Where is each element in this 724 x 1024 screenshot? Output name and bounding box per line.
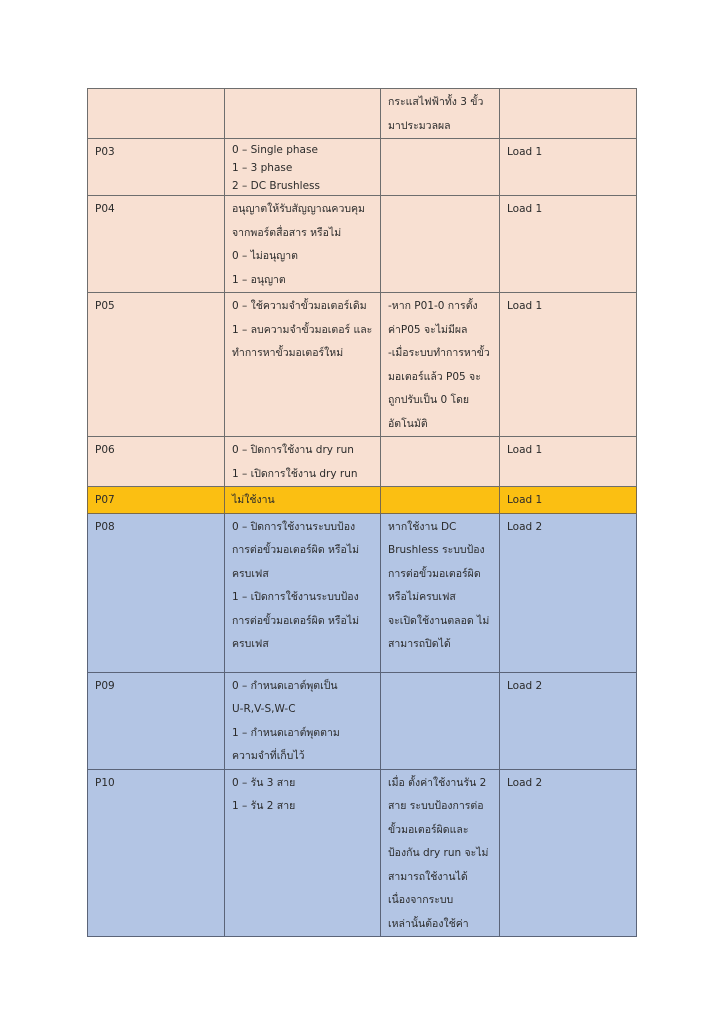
description-line: 0 – กำหนดเอาต์พุตเป็น <box>232 679 338 692</box>
load-cell: Load 1 <box>500 437 637 487</box>
table-row <box>88 672 637 769</box>
description-cell <box>225 487 381 514</box>
load-cell: Load 1 <box>500 139 637 196</box>
note-line: เมื่อ ตั้งค่าใช้งานรัน 2 <box>388 776 487 789</box>
description-line: 1 – เปิดการใช้งานระบบป้อง <box>232 591 359 603</box>
note-line: ค่าP05 จะไม่มีผล <box>388 323 468 336</box>
description-line: 1 – รัน 2 สาย <box>232 800 296 812</box>
parameter-table <box>87 88 637 937</box>
table-row <box>88 437 637 487</box>
description-line: ครบเฟส <box>232 638 269 650</box>
description-line: 1 – เปิดการใช้งาน dry run <box>232 467 358 480</box>
note-line: ถูกปรับเป็น 0 โดย <box>388 394 470 406</box>
table-row <box>88 487 637 514</box>
description-line: ครบเฟส <box>232 567 269 580</box>
parameter-code-cell: P03 <box>88 139 225 196</box>
parameter-code-cell: P06 <box>88 437 225 487</box>
description-cell <box>225 89 381 139</box>
description-line: การต่อขั้วมอเตอร์ผิด หรือไม่ <box>232 544 360 556</box>
description-cell <box>225 139 381 196</box>
note-line: -หาก P01-0 การตั้ง <box>388 300 478 312</box>
description-line: จากพอร์ตสื่อสาร หรือไม่ <box>232 226 342 239</box>
parameter-code-cell <box>88 89 225 139</box>
table-row <box>88 139 637 196</box>
note-cell <box>381 487 500 514</box>
description-line: อนุญาตให้รับสัญญาณควบคุม <box>232 203 365 215</box>
description-line: 1 – ลบความจำขั้วมอเตอร์ และ <box>232 323 373 336</box>
description-line: 0 – Single phase <box>232 144 318 156</box>
load-cell: Load 2 <box>500 769 637 937</box>
note-line: สาย ระบบป้องการต่อ <box>388 800 484 812</box>
description-line: 1 – อนุญาต <box>232 273 286 286</box>
load-cell: Load 2 <box>500 513 637 672</box>
note-line: ขั้วมอเตอร์ผิดและ <box>388 823 469 836</box>
description-cell <box>225 672 381 769</box>
parameter-code-cell: P07 <box>88 487 225 514</box>
description-line: 1 – 3 phase <box>232 162 293 174</box>
load-cell: Load 1 <box>500 293 637 437</box>
load-cell: Load 1 <box>500 196 637 293</box>
load-cell <box>500 89 637 139</box>
note-cell <box>381 672 500 769</box>
note-cell <box>381 437 500 487</box>
description-cell <box>225 437 381 487</box>
note-cell <box>381 513 500 672</box>
note-line: เนื่องจากระบบ <box>388 894 454 906</box>
description-cell <box>225 293 381 437</box>
load-cell: Load 2 <box>500 672 637 769</box>
note-line: สามารถปิดได้ <box>388 638 451 650</box>
table-row <box>88 293 637 437</box>
table-row <box>88 196 637 293</box>
note-line: หากใช้งาน DC <box>388 520 457 533</box>
note-line: มาประมวลผล <box>388 119 451 132</box>
note-line: จะเปิดใช้งานตลอด ไม่ <box>388 614 490 627</box>
note-cell <box>381 139 500 196</box>
note-line: Brushless ระบบป้อง <box>388 544 485 556</box>
note-line: -เมื่อระบบทำการหาขั้ว <box>388 347 490 359</box>
description-cell <box>225 513 381 672</box>
table-row <box>88 513 637 672</box>
note-line: หรือไม่ครบเฟส <box>388 591 456 603</box>
note-cell <box>381 293 500 437</box>
description-line: ทำการหาขั้วมอเตอร์ใหม่ <box>232 347 344 359</box>
description-cell <box>225 769 381 937</box>
table-row <box>88 89 637 139</box>
description-cell <box>225 196 381 293</box>
note-line: มอเตอร์แล้ว P05 จะ <box>388 370 481 383</box>
parameter-code-cell: P04 <box>88 196 225 293</box>
parameter-code-cell: P10 <box>88 769 225 937</box>
note-cell <box>381 89 500 139</box>
description-line: 0 – รัน 3 สาย <box>232 776 296 789</box>
note-line: สามารถใช้งานได้ <box>388 870 468 883</box>
description-line: ไม่ใช้งาน <box>232 494 275 506</box>
parameter-code-cell: P08 <box>88 513 225 672</box>
description-line: 0 – ไม่อนุญาต <box>232 250 298 262</box>
description-line: 0 – ปิดการใช้งานระบบป้อง <box>232 520 356 533</box>
description-line: การต่อขั้วมอเตอร์ผิด หรือไม่ <box>232 614 360 627</box>
note-line: การต่อขั้วมอเตอร์ผิด <box>388 567 481 580</box>
description-line: 2 – DC Brushless <box>232 180 320 192</box>
note-line: กระแสไฟฟ้าทั้ง 3 ขั้ว <box>388 96 484 108</box>
description-line: 0 – ใช้ความจำขั้วมอเตอร์เดิม <box>232 300 367 312</box>
description-line: 0 – ปิดการใช้งาน dry run <box>232 444 354 456</box>
parameter-code-cell: P05 <box>88 293 225 437</box>
note-line: เหล่านั้นต้องใช้ค่า <box>388 917 469 930</box>
description-line: U-R,V-S,W-C <box>232 703 296 715</box>
description-line: ความจำที่เก็บไว้ <box>232 750 305 762</box>
load-cell: Load 1 <box>500 487 637 514</box>
parameter-code-cell: P09 <box>88 672 225 769</box>
note-cell <box>381 769 500 937</box>
table-row <box>88 769 637 937</box>
note-line: อัตโนมัติ <box>388 417 428 430</box>
note-line: ป้องกัน dry run จะไม่ <box>388 847 489 859</box>
description-line: 1 – กำหนดเอาต์พุตตาม <box>232 726 340 739</box>
note-cell <box>381 196 500 293</box>
